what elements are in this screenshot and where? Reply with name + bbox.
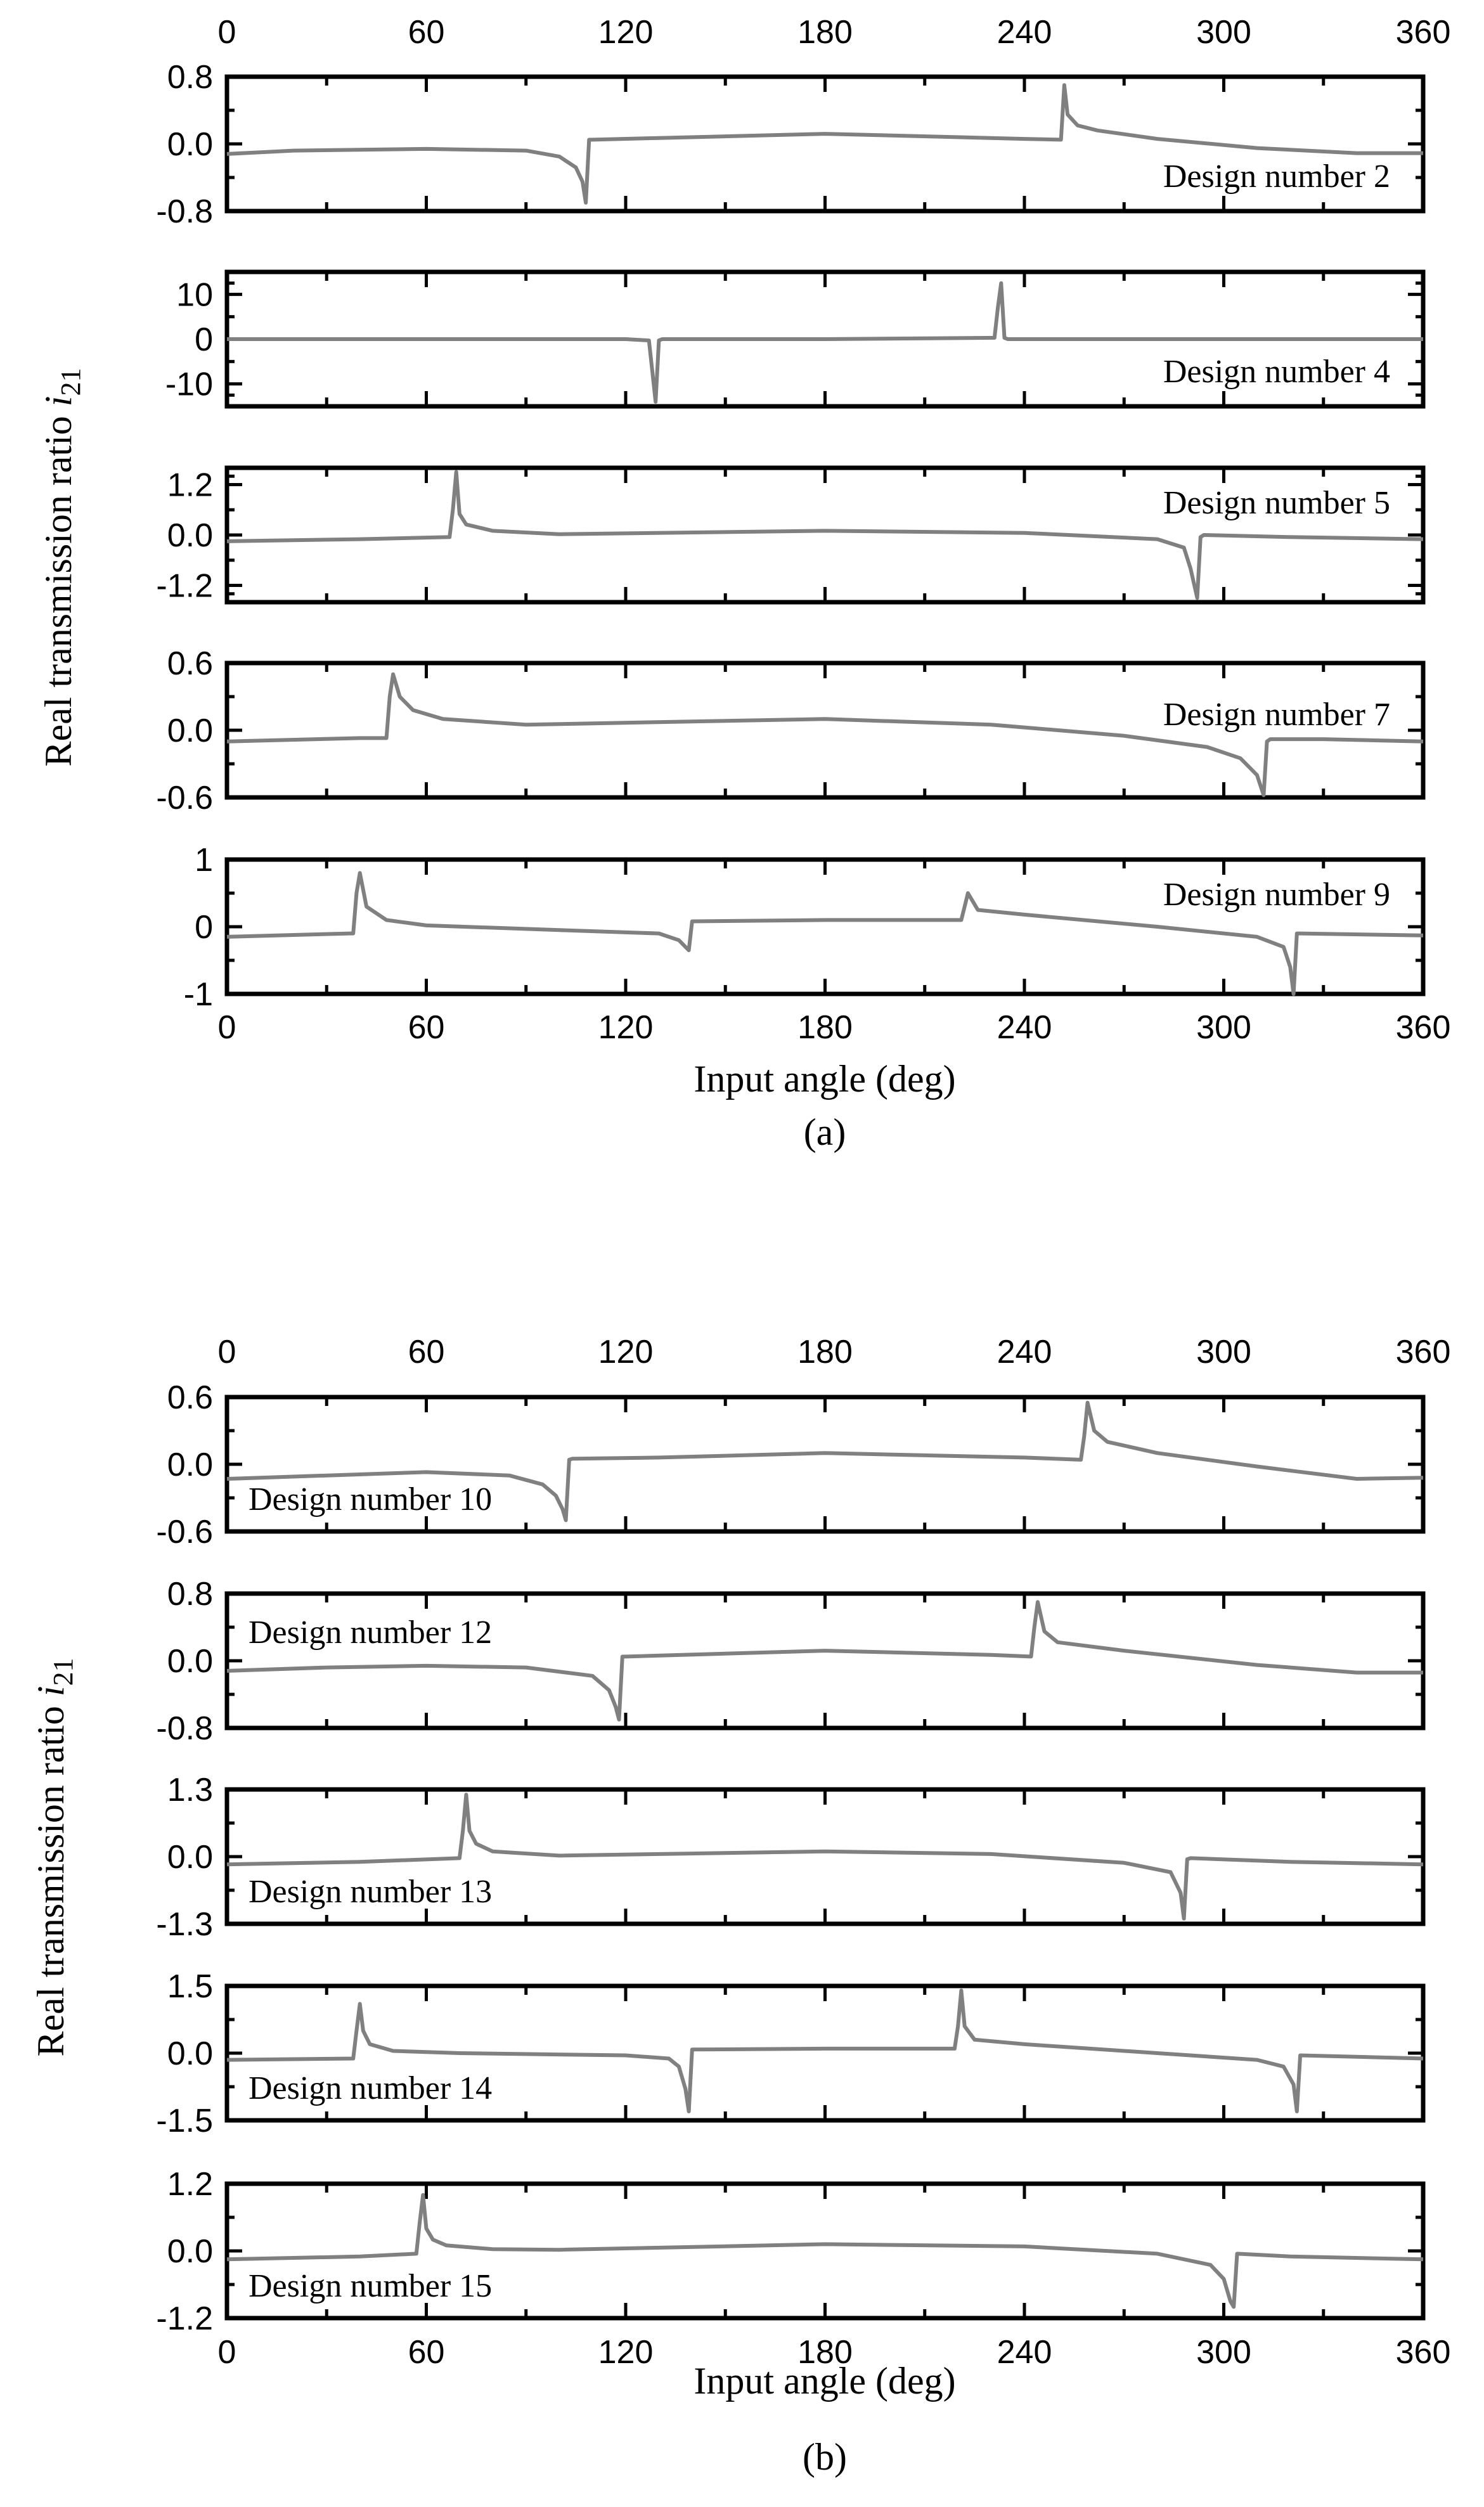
y-tick-label: 0.0 [167,1447,213,1483]
subplot-design-number-4 [165,272,1423,406]
top-x-tick-label: 240 [997,14,1052,51]
y-tick-label: -0.8 [156,1710,213,1747]
top-x-tick-label: 60 [408,1334,445,1370]
y-tick-label: 0.0 [167,2233,213,2270]
subplot-design-number-5 [156,467,1423,605]
top-x-tick-label: 120 [598,14,654,51]
bottom-x-tick-label: 0 [217,1009,236,1046]
panel-b-caption: (b) [803,2436,847,2478]
panel-b-xlabel: Input angle (deg) [694,2360,956,2402]
y-tick-label: 0 [195,909,213,946]
y-tick-label: 1.2 [167,2166,213,2203]
y-tick-label: -10 [165,366,213,403]
bottom-x-tick-label: 180 [797,2334,853,2371]
bottom-x-tick-label: 60 [408,1009,445,1046]
y-tick-label: -1.2 [156,567,213,605]
design-number-label: Design number 7 [1163,697,1390,733]
y-tick-label: 0.0 [167,712,213,749]
y-tick-label: 1.2 [167,467,213,504]
subplot-design-number-7 [156,645,1423,816]
top-x-tick-label: 360 [1395,14,1451,51]
y-tick-label: 0.0 [167,2035,213,2072]
top-x-tick-label: 360 [1395,1334,1451,1370]
top-x-tick-label: 300 [1196,14,1251,51]
subplot-design-number-15 [156,2166,1423,2337]
top-x-tick-label: 120 [598,1334,654,1370]
design-number-label: Design number 14 [248,2070,493,2106]
data-series-line [227,674,1423,796]
y-tick-label: -1.3 [156,1906,213,1943]
y-tick-label: 0.0 [167,1839,213,1876]
design-number-label: Design number 4 [1163,354,1390,390]
bottom-x-tick-label: 300 [1196,1009,1251,1046]
panel-a-xlabel: Input angle (deg) [694,1058,956,1100]
subplot-design-number-12 [156,1576,1423,1747]
design-number-label: Design number 13 [248,1874,493,1910]
top-x-tick-label: 180 [797,1334,853,1370]
y-tick-label: 0.6 [167,645,213,682]
y-tick-label: 1.3 [167,1772,213,1808]
bottom-x-tick-label: 360 [1395,2334,1451,2371]
subplot-design-number-2 [156,59,1423,230]
y-tick-label: -1.2 [156,2300,213,2337]
bottom-x-tick-label: 60 [408,2334,445,2371]
design-number-label: Design number 9 [1163,877,1390,913]
y-tick-label: 0.0 [167,1643,213,1680]
plot-frame [227,1594,1423,1728]
y-tick-label: 1 [195,842,213,879]
y-tick-label: -1.5 [156,2103,213,2139]
y-tick-label: -0.6 [156,1514,213,1550]
subplot-design-number-13 [156,1772,1423,1943]
panel-a-caption: (a) [803,1111,846,1153]
bottom-x-tick-label: 0 [217,2334,236,2371]
y-tick-label: 10 [176,276,213,314]
y-tick-label: 0.0 [167,517,213,554]
design-number-label: Design number 12 [248,1614,493,1651]
bottom-x-tick-label: 180 [797,1009,853,1046]
y-tick-label: 0.8 [167,1576,213,1613]
y-tick-label: -0.6 [156,780,213,816]
top-x-tick-label: 240 [997,1334,1052,1370]
subplot-design-number-14 [156,1968,1423,2139]
bottom-x-tick-label: 240 [997,1009,1052,1046]
top-x-tick-label: 180 [797,14,853,51]
subplot-design-number-10 [156,1379,1423,1550]
top-x-tick-label: 0 [217,14,236,51]
panel-a-ylabel: Real transmission ratio $i_{21}$ [37,368,86,767]
bottom-x-tick-label: 120 [598,2334,654,2371]
subplots [156,14,1450,2371]
y-tick-label: 1.5 [167,1968,213,2005]
y-tick-label: 0.6 [167,1379,213,1416]
panel-b-ylabel: Real transmission ratio $i_{21}$ [30,1658,79,2057]
design-number-label: Design number 15 [248,2268,493,2304]
design-number-label: Design number 5 [1163,485,1390,521]
y-tick-label: 0.8 [167,59,213,96]
bottom-x-tick-label: 240 [997,2334,1052,2371]
subplot-design-number-9 [184,842,1423,1013]
top-x-tick-label: 60 [408,14,445,51]
y-tick-label: -1 [183,976,213,1013]
y-tick-label: -0.8 [156,193,213,230]
bottom-x-tick-label: 300 [1196,2334,1251,2371]
bottom-x-tick-label: 360 [1395,1009,1451,1046]
top-x-tick-label: 0 [217,1334,236,1370]
y-tick-label: 0.0 [167,126,213,163]
bottom-x-tick-label: 120 [598,1009,654,1046]
top-x-tick-label: 300 [1196,1334,1251,1370]
y-tick-label: 0 [195,321,213,358]
design-number-label: Design number 10 [248,1481,493,1518]
design-number-label: Design number 2 [1163,158,1390,195]
